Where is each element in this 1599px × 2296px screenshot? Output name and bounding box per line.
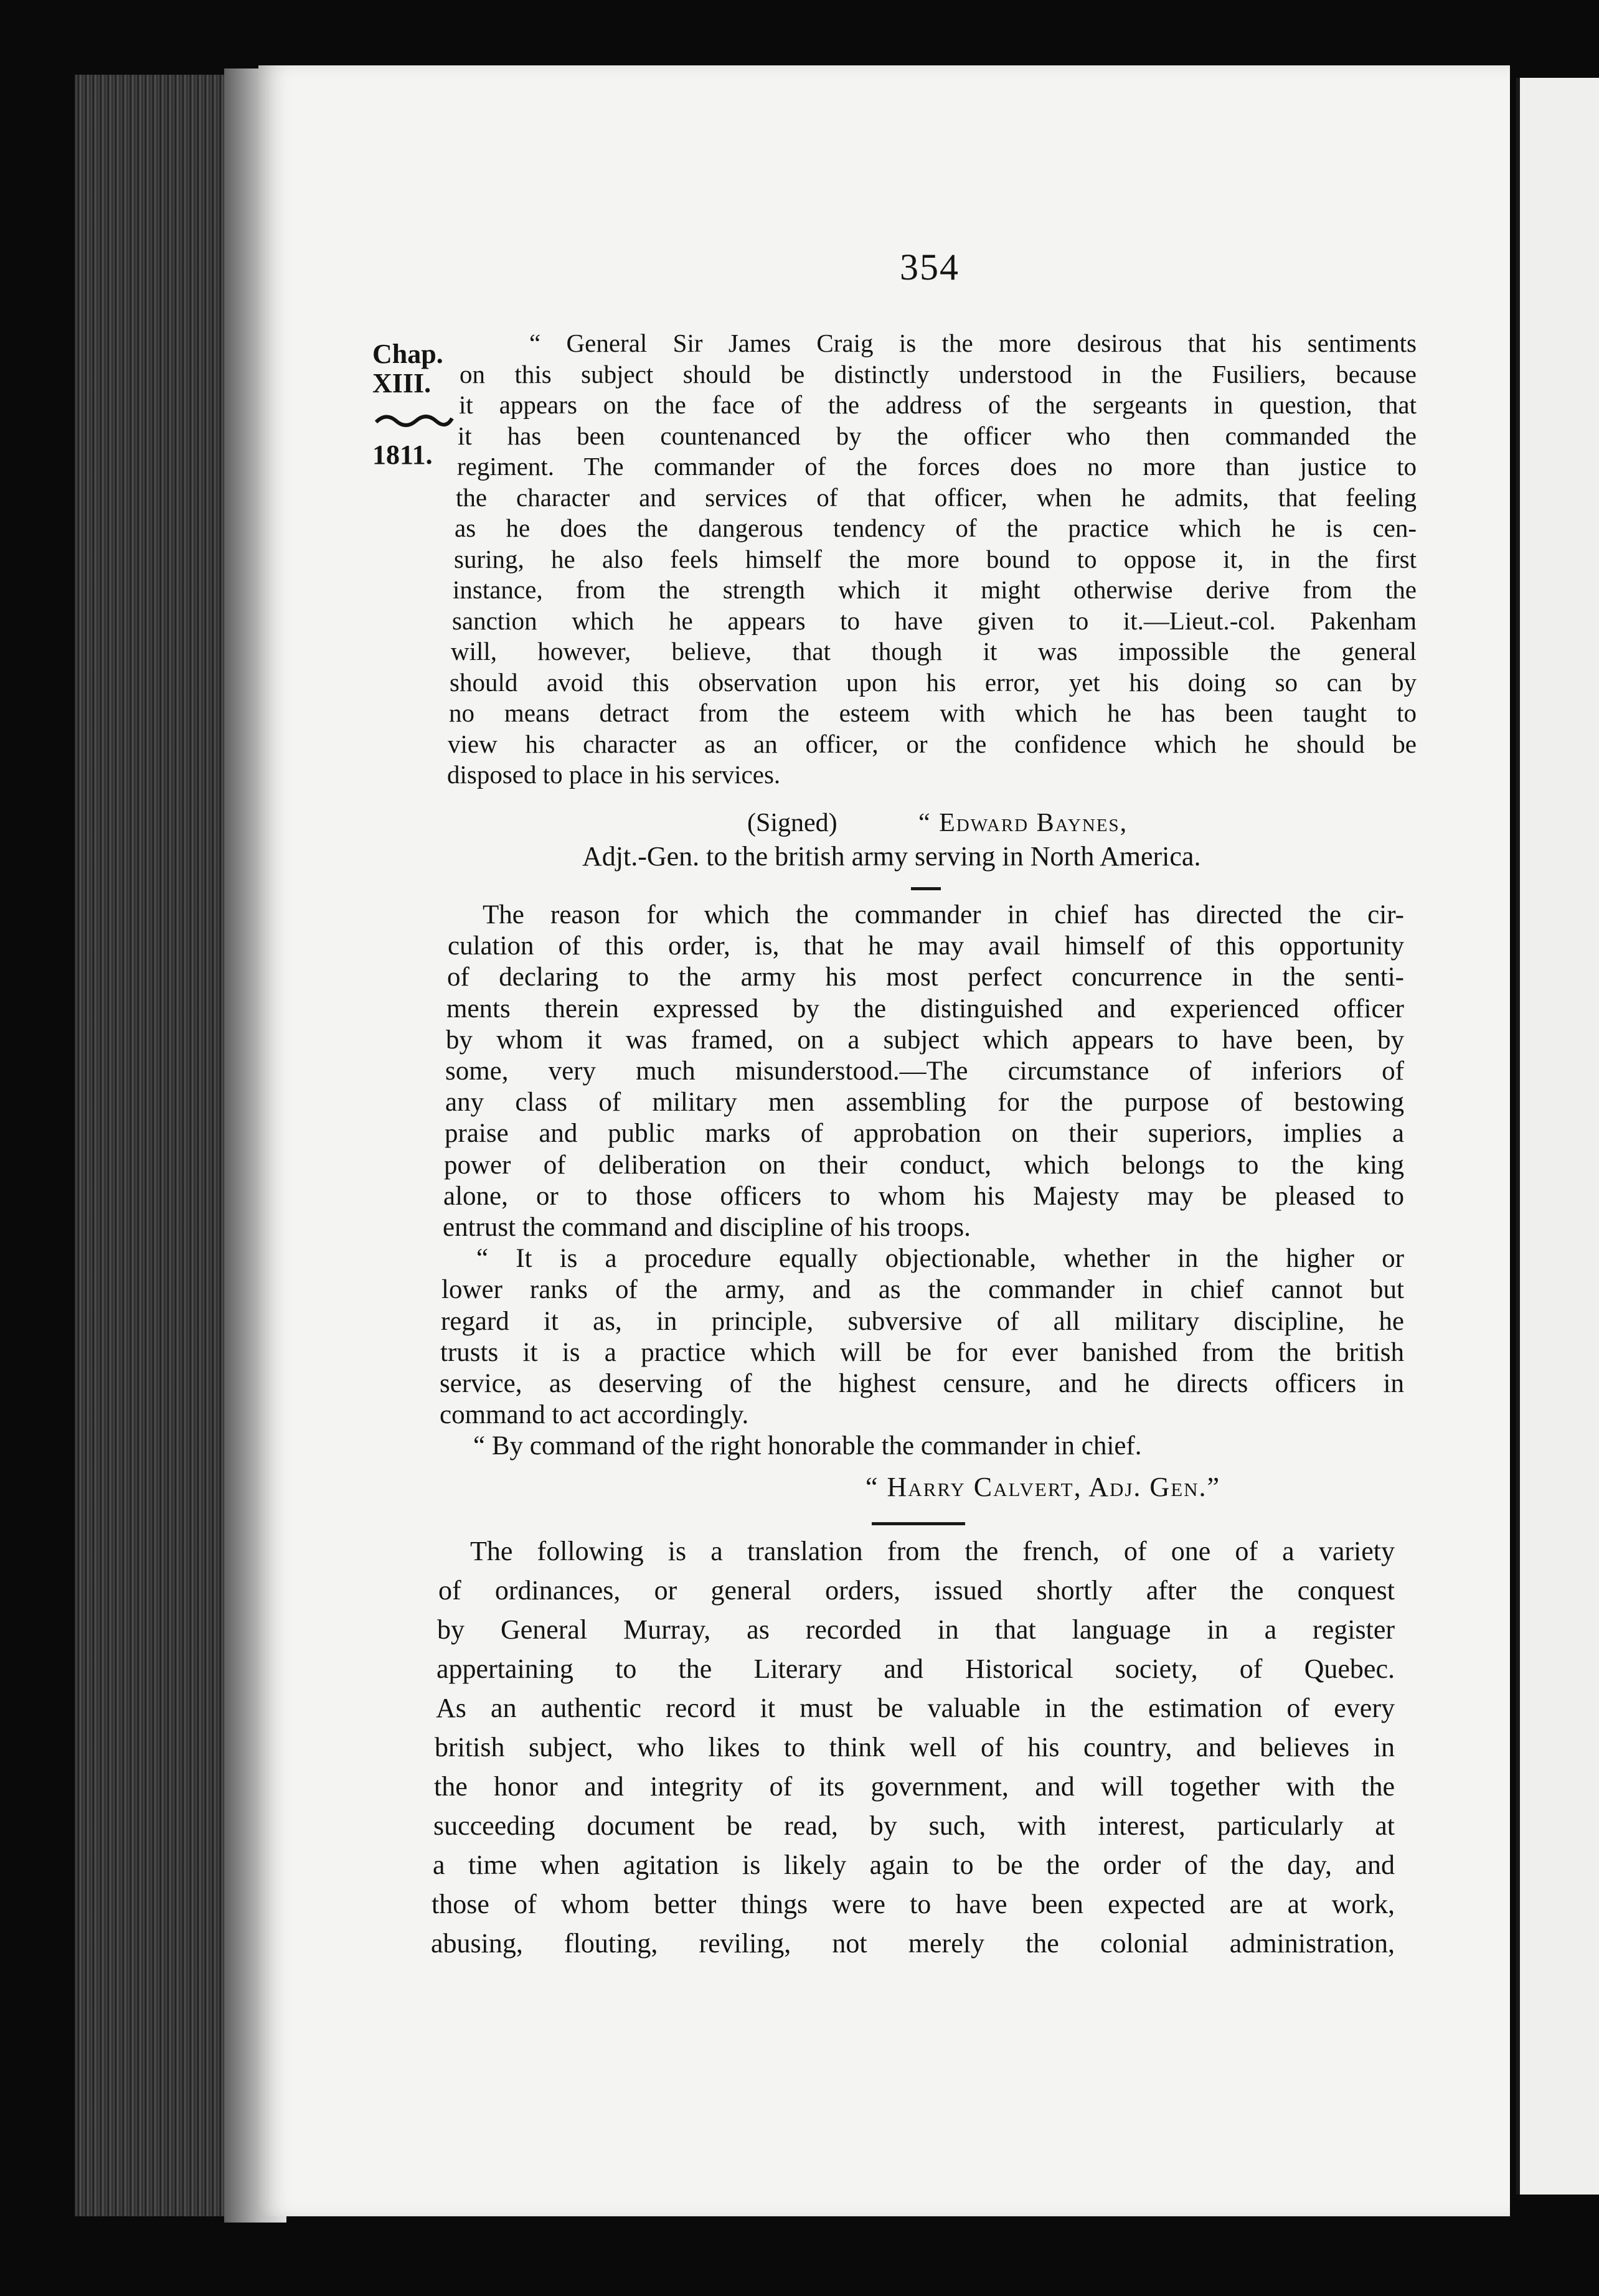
- order-line: by whom it was framed, on a subject which appears to have been, by: [446, 1025, 1404, 1055]
- order-line: any class of military men assembling for the purpose of bestowing: [445, 1088, 1404, 1117]
- body-line: by General Murray, as recorded in that language in a register: [437, 1614, 1395, 1645]
- margin-chapter-label: Chap.: [372, 339, 443, 369]
- order-line: The reason for which the commander in chief has directed the cir-: [483, 900, 1404, 929]
- page-number: 354: [900, 247, 960, 288]
- quote-line: regiment. The commander of the forces does no more than justice to: [457, 452, 1417, 481]
- order-line: culation of this order, is, that he may avail himself of this opportunity: [448, 931, 1404, 961]
- body-line: appertaining to the Literary and Historical society, of Quebec.: [436, 1654, 1395, 1684]
- body-line: of ordinances, or general orders, issued shortly after the conquest: [438, 1575, 1395, 1606]
- quote-line: the character and services of that officer, when he admits, that feeling: [456, 482, 1417, 512]
- body-line: succeeding document be read, by such, with interest, particularly at: [433, 1810, 1395, 1841]
- order-line: command to act accordingly.: [440, 1400, 749, 1430]
- quote-line: view his character as an officer, or the confidence which he should be: [448, 729, 1417, 758]
- order-line: “ By command of the right honorable the commander in chief.: [473, 1431, 1142, 1461]
- signature-calvert: “ Harry Calvert, Adj. Gen.”: [866, 1472, 1221, 1502]
- order-line: trusts it is a practice which will be for ever banished from the british: [440, 1337, 1404, 1367]
- order-line: power of deliberation on their conduct, which belongs to the king: [444, 1150, 1404, 1180]
- quote-line: will, however, believe, that though it was impossible the general: [451, 637, 1417, 666]
- order-line: lower ranks of the army, and as the commander in chief cannot but: [441, 1275, 1404, 1305]
- margin-year: 1811.: [372, 440, 433, 470]
- signature-name: “ Edward Baynes,: [918, 809, 1128, 837]
- order-line: some, very much misunderstood.—The circumstance of inferiors of: [445, 1056, 1404, 1086]
- quote-line: on this subject should be distinctly understood in the Fusiliers, because: [460, 359, 1417, 388]
- quote-line: it has been countenanced by the officer who then commanded the: [458, 421, 1417, 450]
- body-line: The following is a translation from the french, of one of a variety: [470, 1536, 1395, 1566]
- body-line: a time when agitation is likely again to be the order of the day, and: [433, 1850, 1395, 1880]
- quote-line: no means detract from the esteem with which he has been taught to: [449, 699, 1417, 727]
- order-line: ments therein expressed by the distinguished and experienced officer: [446, 994, 1404, 1023]
- body-line: abusing, flouting, reviling, not merely the colonial administration,: [431, 1928, 1395, 1959]
- order-line: “ It is a procedure equally objectionable, whether in the higher or: [476, 1244, 1404, 1274]
- quote-line: it appears on the face of the address of the sergeants in question, that: [459, 390, 1417, 419]
- order-line: regard it as, in principle, subversive of all military discipline, he: [441, 1306, 1404, 1336]
- body-line: british subject, who likes to think well of his country, and believes in: [435, 1732, 1395, 1762]
- quote-line: disposed to place in his services.: [447, 760, 781, 789]
- quote-line: as he does the dangerous tendency of the practice which he is cen-: [455, 514, 1417, 542]
- divider-rule: [911, 887, 941, 890]
- quote-line: instance, from the strength which it might otherwise derive from the: [453, 575, 1417, 604]
- order-line: praise and public marks of approbation on their superiors, implies a: [445, 1119, 1404, 1149]
- order-line: of declaring to the army his most perfect concurrence in the senti-: [447, 962, 1404, 992]
- body-line: those of whom better things were to have been expected are at work,: [432, 1889, 1395, 1919]
- quote-line: sanction which he appears to have given to it.—Lieut.-col. Pakenham: [452, 606, 1417, 635]
- order-line: entrust the command and discipline of his troops.: [443, 1213, 971, 1242]
- quote-line: suring, he also feels himself the more bound to oppose it, in the first: [454, 544, 1417, 573]
- signature-title: Adjt.-Gen. to the british army serving in North America.: [582, 841, 1201, 872]
- order-line: service, as deserving of the highest censure, and he directs officers in: [440, 1369, 1404, 1398]
- quote-line: “ General Sir James Craig is the more desirous that his sentiments: [529, 329, 1417, 357]
- body-line: As an authentic record it must be valuable in the estimation of every: [436, 1693, 1395, 1723]
- margin-ornament: [374, 411, 455, 430]
- margin-chapter-number: XIII.: [372, 368, 432, 398]
- section-divider: [872, 1522, 965, 1525]
- order-line: alone, or to those officers to whom his Majesty may be pleased to: [443, 1181, 1404, 1211]
- body-line: the honor and integrity of its government, and will together with the: [434, 1771, 1395, 1802]
- next-page-edge: [1516, 78, 1599, 2195]
- quote-line: should avoid this observation upon his error, yet his doing so can by: [450, 667, 1417, 697]
- signed-label: (Signed): [747, 809, 837, 837]
